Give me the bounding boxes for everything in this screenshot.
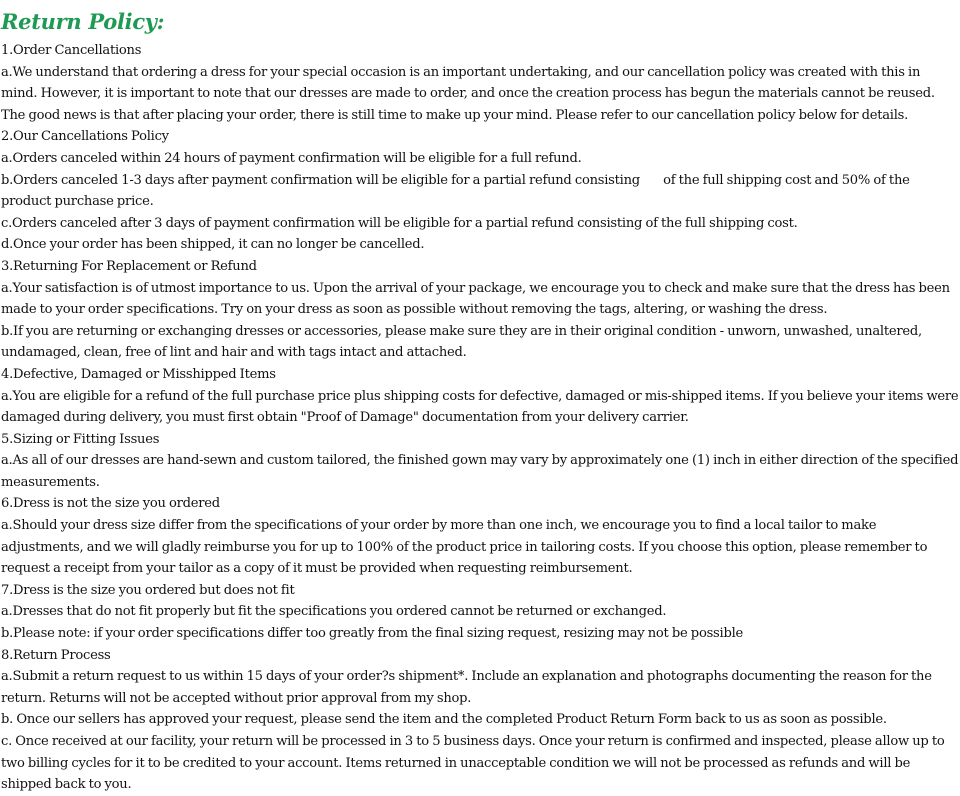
paragraph: c.Orders canceled after 3 days of payment confirmation will be eligible for a partial refund consisting of the full shipping cost. bbox=[1, 215, 798, 231]
paragraph: a.As all of our dresses are hand-sewn and custom tailored, the finished gown may vary by approximately one (1) inch in either direction of the specified measurements. bbox=[1, 453, 959, 490]
paragraph: a.We understand that ordering a dress for your special occasion is an important undertaking, and our cancellation policy was created with this in mind. However, it is important to note that our dresses are made to order, and once the creation process has begun the materials cannot be reused. The good news is that after placing your order, there is still time to make up your mind. Please refer to our cancellation policy below for details. bbox=[1, 64, 939, 123]
paragraph: a.Your satisfaction is of utmost importance to us. Upon the arrival of your package, we encourage you to check and make sure that the dress has been made to your order specifications. Try on your dress as soon as possible without removing the tags, altering, or washing the dress. bbox=[1, 280, 954, 318]
paragraph: a.Should your dress size differ from the specifications of your order by more than one inch, we encourage you to find a local tailor to make adjustments, and we will gladly reimburse you for up to 100% of the product price in tailoring costs. If you choose this option, please remember to request a receipt from your tailor as a copy of it must be provided when requesting reimbursement. bbox=[1, 518, 931, 577]
section-heading-cancellations-policy: 2.Our Cancellations Policy bbox=[1, 129, 169, 145]
section-heading-returning: 3.Returning For Replacement or Refund bbox=[1, 258, 257, 274]
section-heading-order-cancellations: 1.Order Cancellations bbox=[1, 43, 142, 58]
page-title: Return Policy: bbox=[1, 9, 165, 34]
section-heading-not-size-ordered: 6.Dress is not the size you ordered bbox=[1, 496, 220, 512]
section-heading-sizing: 5.Sizing or Fitting Issues bbox=[1, 431, 160, 447]
paragraph: b.Orders canceled 1-3 days after payment confirmation will be eligible for a partial refund consisting of the full shipping cost and 50% of the product purchase price. bbox=[1, 172, 913, 210]
paragraph: a.You are eligible for a refund of the full purchase price plus shipping costs for defective, damaged or mis-shipped items. If you believe your items were damaged during delivery, you must first obtain "Proof of Damage" documentation from your delivery carrier. bbox=[1, 388, 959, 426]
paragraph: c. Once received at our facility, your return will be processed in 3 to 5 business days. Once your return is confirmed and inspected, please allow up to two billing cycles for it to be credited to your account. Items returned in unacceptable condition we will not be processed as refunds and will be shipped back to you. bbox=[1, 734, 948, 793]
section-heading-return-process: 8.Return Process bbox=[1, 647, 111, 663]
paragraph: a.Orders canceled within 24 hours of payment confirmation will be eligible for a full refund. bbox=[1, 150, 582, 166]
section-heading-defective: 4.Defective, Damaged or Misshipped Items bbox=[1, 366, 276, 382]
paragraph: b.If you are returning or exchanging dresses or accessories, please make sure they are in their original condition - unworn, unwashed, unaltered, undamaged, clean, free of lint and hair and with tags intact and attached. bbox=[1, 323, 926, 361]
paragraph: b. Once our sellers has approved your request, please send the item and the completed Product Return Form back to us as soon as possible. bbox=[1, 712, 887, 728]
paragraph: a.Submit a return request to us within 15 days of your order?s shipment*. Include an explanation and photographs documenting the reason for the return. Returns will not be accepted without prior approval from my shop. bbox=[1, 669, 936, 706]
section-heading-size-ordered-not-fit: 7.Dress is the size you ordered but does not fit bbox=[1, 582, 295, 598]
paragraph: b.Please note: if your order specifications differ too greatly from the final sizing request, resizing may not be possible bbox=[1, 626, 744, 642]
paragraph: d.Once your order has been shipped, it can no longer be cancelled. bbox=[1, 237, 425, 253]
paragraph: a.Dresses that do not fit properly but fit the specifications you ordered cannot be returned or exchanged. bbox=[1, 604, 667, 620]
